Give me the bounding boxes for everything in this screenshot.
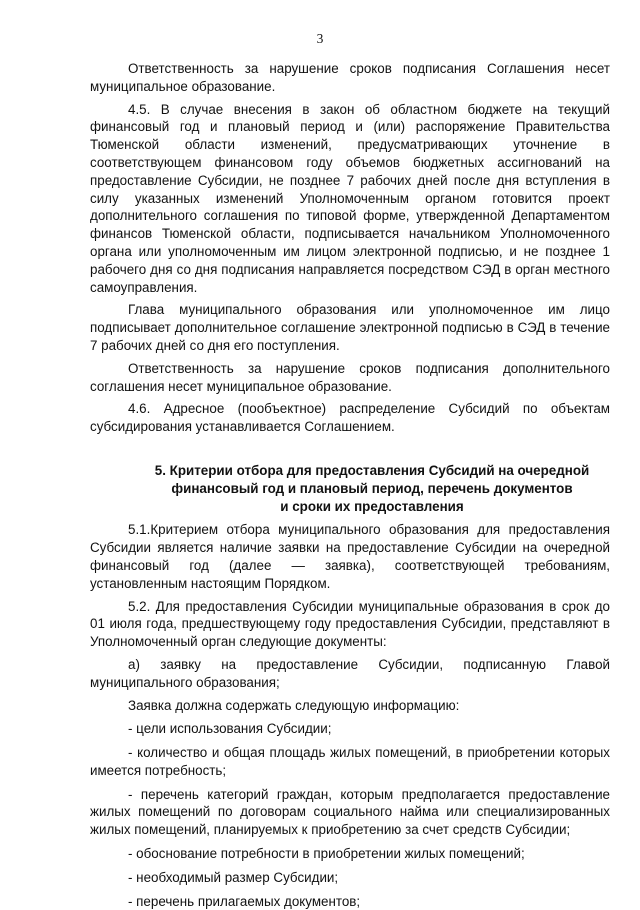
list-item: - цели использования Субсидии;: [128, 721, 332, 737]
list-item: - перечень прилагаемых документов;: [128, 893, 361, 909]
section-heading-line: финансовый год и плановый период, перечень документов: [171, 480, 573, 496]
section-heading: [90, 462, 610, 515]
list-item: - количество и общая площадь жилых помещений, в приобретении которых имеется потребность;: [90, 745, 610, 778]
paragraph: Ответственность за нарушение сроков подписания Соглашения несет муниципальное образование.: [90, 61, 610, 94]
paragraph: 4.5. В случае внесения в закон об областном бюджете на текущий финансовый год и плановый период и (или) распоряжение Правительства Тюменской области изменений, предусматривающих уточнение в соответствующем финансовом году объемов бюджетных ассигнований на предоставление Субсидии, не позднее 7 рабочих дней после дня вступления в силу указанных изменений Уполномоченным органом готовится проект дополнительного соглашения по типовой форме, утвержденной Департаментом финансов Тюменской области, подписывается начальником Уполномоченного органа или уполномоченным им лицом электронной подписью, и не позднее 1 рабочего дня со дня подписания направляется посредством СЭД в орган местного самоуправления.: [90, 101, 610, 295]
list-item: - необходимый размер Субсидии;: [128, 869, 339, 885]
page-number: 3: [316, 31, 324, 46]
section-heading-line: 5. Критерии отбора для предоставления Субсидий на очередной: [154, 462, 590, 478]
list-item: - обоснование потребности в приобретении жилых помещений;: [128, 846, 525, 862]
document-body: [90, 60, 610, 910]
requirements-list: [90, 720, 610, 910]
paragraph: Глава муниципального образования или уполномоченное им лицо подписывает дополнительное соглашение электронной подписью в СЭД в течение 7 рабочих дней со дня его поступления.: [90, 302, 610, 353]
paragraph: 4.6. Адресное (пообъектное) распределение Субсидий по объектам субсидирования устанавливается Соглашением.: [90, 401, 610, 435]
paragraph: Ответственность за нарушение сроков подписания дополнительного соглашения несет муниципальное образование.: [90, 360, 610, 394]
list-item: - перечень категорий граждан, которым предполагается предоставление жилых помещений по договорам социального найма или специализированных жилых помещений, планируемых к приобретению за счет средств Субсидии;: [90, 786, 610, 838]
paragraph: Заявка должна содержать следующую информацию:: [128, 697, 460, 713]
paragraph: а) заявку на предоставление Субсидии, подписанную Главой муниципального образования;: [90, 656, 610, 690]
paragraph: 5.2. Для предоставления Субсидии муниципальные образования в срок до 01 июля года, предшествующему году предоставления Субсидии, представляют в Уполномоченный орган следующие документы:: [90, 598, 610, 650]
paragraph: 5.1.Критерием отбора муниципального образования для предоставления Субсидии является наличие заявки на предоставление Субсидии на очередной финансовый год (далее — заявка), соответствующей требованиям, установленным настоящим Порядком.: [90, 522, 610, 591]
section-heading-line: и сроки их предоставления: [280, 498, 464, 514]
